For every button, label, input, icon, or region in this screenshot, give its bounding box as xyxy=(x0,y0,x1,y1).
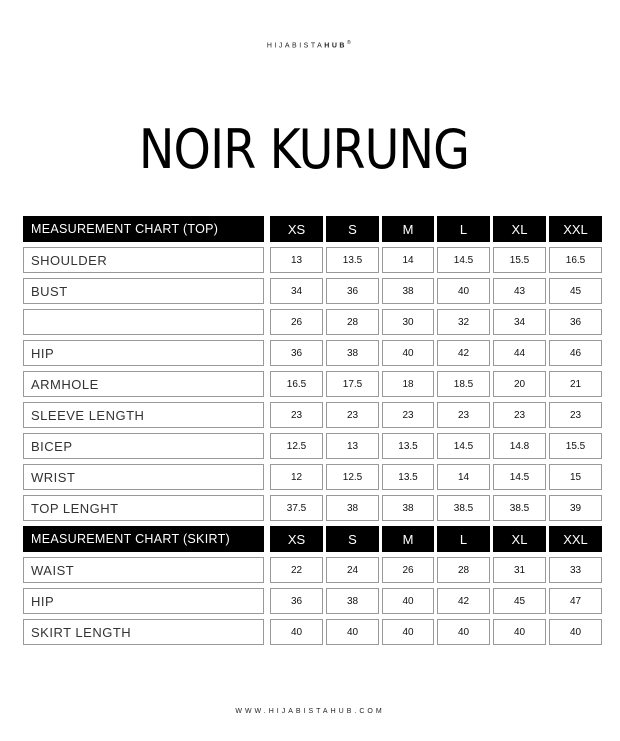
measurement-value: 14 xyxy=(437,464,490,490)
measurement-value: 40 xyxy=(493,619,546,645)
measurement-value: 42 xyxy=(437,588,490,614)
measurement-value: 18 xyxy=(382,371,434,397)
measurement-value: 45 xyxy=(549,278,602,304)
measurement-label: WRIST xyxy=(23,464,264,490)
measurement-label: SHOULDER xyxy=(23,247,264,273)
measurement-value: 13 xyxy=(326,433,379,459)
skirt-chart-header-row xyxy=(23,524,605,555)
size-header-m: M xyxy=(382,526,434,552)
brand-logo: HIJABISTAHUB® xyxy=(266,40,354,50)
measurement-value: 36 xyxy=(549,309,602,335)
measurement-value: 45 xyxy=(493,588,546,614)
measurement-value: 14.5 xyxy=(493,464,546,490)
measurement-value: 38 xyxy=(382,278,434,304)
measurement-value: 40 xyxy=(270,619,323,645)
measurement-value: 13.5 xyxy=(382,433,434,459)
measurement-value: 40 xyxy=(326,619,379,645)
measurement-value: 15 xyxy=(549,464,602,490)
measurement-value: 33 xyxy=(549,557,602,583)
size-header-xs: XS xyxy=(270,216,323,242)
measurement-label xyxy=(23,309,264,335)
measurement-value: 23 xyxy=(270,402,323,428)
measurement-value: 23 xyxy=(382,402,434,428)
measurement-value: 23 xyxy=(493,402,546,428)
measurement-value: 44 xyxy=(493,340,546,366)
measurement-value: 42 xyxy=(437,340,490,366)
size-header-l: L xyxy=(437,526,490,552)
measurement-label: TOP LENGHT xyxy=(23,495,264,521)
size-header-s: S xyxy=(326,526,379,552)
top-chart-header-row xyxy=(23,214,605,245)
measurement-value: 23 xyxy=(326,402,379,428)
table-row xyxy=(23,307,605,338)
measurement-label: SLEEVE LENGTH xyxy=(23,402,264,428)
size-header-xl: XL xyxy=(493,216,546,242)
measurement-value: 47 xyxy=(549,588,602,614)
table-row xyxy=(23,493,605,524)
measurement-label: HIP xyxy=(23,340,264,366)
measurement-label: ARMHOLE xyxy=(23,371,264,397)
measurement-value: 34 xyxy=(270,278,323,304)
measurement-value: 14.8 xyxy=(493,433,546,459)
measurement-value: 26 xyxy=(270,309,323,335)
measurement-value: 18.5 xyxy=(437,371,490,397)
measurement-value: 24 xyxy=(326,557,379,583)
measurement-value: 12 xyxy=(270,464,323,490)
table-row xyxy=(23,276,605,307)
measurement-value: 12.5 xyxy=(326,464,379,490)
measurement-value: 13 xyxy=(270,247,323,273)
measurement-value: 13.5 xyxy=(326,247,379,273)
table-row xyxy=(23,338,605,369)
measurement-label: BUST xyxy=(23,278,264,304)
measurement-value: 40 xyxy=(437,619,490,645)
measurement-value: 38.5 xyxy=(493,495,546,521)
measurement-value: 40 xyxy=(437,278,490,304)
measurement-value: 39 xyxy=(549,495,602,521)
measurement-value: 40 xyxy=(382,619,434,645)
measurement-value: 43 xyxy=(493,278,546,304)
measurement-value: 17.5 xyxy=(326,371,379,397)
size-header-xl: XL xyxy=(493,526,546,552)
measurement-label: WAIST xyxy=(23,557,264,583)
measurement-label: HIP xyxy=(23,588,264,614)
measurement-value: 28 xyxy=(326,309,379,335)
table-row xyxy=(23,431,605,462)
size-header-s: S xyxy=(326,216,379,242)
measurement-value: 40 xyxy=(549,619,602,645)
measurement-value: 23 xyxy=(437,402,490,428)
measurement-value: 16.5 xyxy=(549,247,602,273)
measurement-value: 36 xyxy=(270,588,323,614)
measurement-value: 14 xyxy=(382,247,434,273)
measurement-chart xyxy=(23,214,605,648)
measurement-value: 37.5 xyxy=(270,495,323,521)
table-row xyxy=(23,462,605,493)
measurement-value: 21 xyxy=(549,371,602,397)
measurement-value: 13.5 xyxy=(382,464,434,490)
size-header-l: L xyxy=(437,216,490,242)
website-url: WWW.HIJABISTAHUB.COM xyxy=(235,708,385,715)
top-chart-header-label: MEASUREMENT CHART (TOP) xyxy=(23,216,264,242)
measurement-value: 36 xyxy=(270,340,323,366)
skirt-chart-header-label: MEASUREMENT CHART (SKIRT) xyxy=(23,526,264,552)
size-header-xxl: XXL xyxy=(549,216,602,242)
table-row xyxy=(23,617,605,648)
measurement-label: SKIRT LENGTH xyxy=(23,619,264,645)
measurement-value: 38 xyxy=(326,495,379,521)
measurement-value: 40 xyxy=(382,340,434,366)
measurement-value: 15.5 xyxy=(493,247,546,273)
page-title: NOIR KURUNG xyxy=(138,118,470,181)
measurement-value: 46 xyxy=(549,340,602,366)
measurement-label: BICEP xyxy=(23,433,264,459)
measurement-value: 23 xyxy=(549,402,602,428)
measurement-value: 28 xyxy=(437,557,490,583)
measurement-value: 16.5 xyxy=(270,371,323,397)
table-row xyxy=(23,400,605,431)
measurement-value: 22 xyxy=(270,557,323,583)
size-header-xxl: XXL xyxy=(549,526,602,552)
measurement-value: 38 xyxy=(382,495,434,521)
size-header-m: M xyxy=(382,216,434,242)
measurement-value: 14.5 xyxy=(437,433,490,459)
size-header-xs: XS xyxy=(270,526,323,552)
measurement-value: 20 xyxy=(493,371,546,397)
table-row xyxy=(23,555,605,586)
measurement-value: 40 xyxy=(382,588,434,614)
measurement-value: 32 xyxy=(437,309,490,335)
table-row xyxy=(23,369,605,400)
table-row xyxy=(23,245,605,276)
measurement-value: 34 xyxy=(493,309,546,335)
measurement-value: 36 xyxy=(326,278,379,304)
measurement-value: 26 xyxy=(382,557,434,583)
measurement-value: 14.5 xyxy=(437,247,490,273)
measurement-value: 38 xyxy=(326,588,379,614)
measurement-value: 38.5 xyxy=(437,495,490,521)
measurement-value: 38 xyxy=(326,340,379,366)
measurement-value: 30 xyxy=(382,309,434,335)
table-row xyxy=(23,586,605,617)
measurement-value: 15.5 xyxy=(549,433,602,459)
measurement-value: 12.5 xyxy=(270,433,323,459)
measurement-value: 31 xyxy=(493,557,546,583)
